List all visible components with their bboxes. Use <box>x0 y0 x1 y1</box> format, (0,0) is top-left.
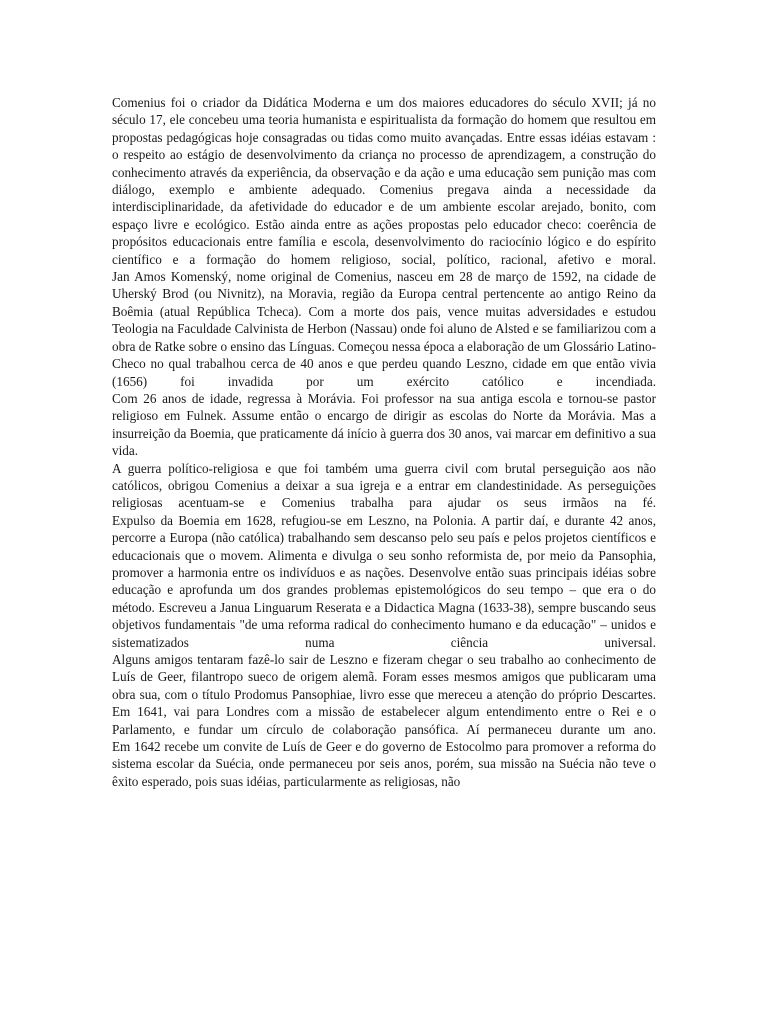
paragraph-exile-leszno: Expulso da Boemia em 1628, refugiou-se em Leszno, na Polonia. A partir daí, e durante 42 anos, percorre a Europa (não católica) trabalhando sem descanso pelo seu país e pelos projetos científicos e educacionais que o movem. Alimenta e divulga o seu sonho reformista de, por meio da Pansophia, promover a harmonia entre os indivíduos e as nações. Desenvolve então suas principais idéias sobre educação e aprofunda um dos grandes problemas epistemológicos do seu tempo – que era o do método. Escreveu a Janua Linguarum Reserata e a Didactica Magna (1633-38), sempre buscando seus objetivos fundamentais "de uma reforma radical do conhecimento humano e da educação" – unidos e sistematizados numa ciência universal. <box>112 512 656 650</box>
paragraph-return-moravia: Com 26 anos de idade, regressa à Morávia. Foi professor na sua antiga escola e tornou-se pastor religioso em Fulnek. Assume então o encargo de dirigir as escolas do Norte da Morávia. Mas a insurreição da Boemia, que praticamente dá início à guerra dos 30 anos, vai marcar em definitivo a sua vida. <box>112 390 656 459</box>
document-page <box>112 94 656 790</box>
paragraph-sweden: Em 1642 recebe um convite de Luís de Geer e do governo de Estocolmo para promover a reforma do sistema escolar da Suécia, onde permaneceu por seis anos, porém, sua missão na Suécia não teve o êxito esperado, pois suas idéias, particularmente as religiosas, não <box>112 739 656 789</box>
paragraph-comenius-intro: Comenius foi o criador da Didática Moderna e um dos maiores educadores do século XVII; já no século 17, ele concebeu uma teoria humanista e espiritualista da formação do homem que resultou em propostas pedagógicas hoje consagradas ou tidas como muito avançadas. Entre essas idéias estavam : o respeito ao estágio de desenvolvimento da criança no processo de aprendizagem, a construção do conhecimento através da experiência, da observação e da ação e uma educação sem punição mas com diálogo, exemplo e ambiente adequado. Comenius pregava ainda a necessidade da interdisciplinaridade, da afetividade do educador e de um ambiente escolar arejado, bonito, com espaço livre e ecológico. Estão ainda entre as ações propostas pelo educador checo: coerência de propósitos educacionais entre família e escola, desenvolvimento do raciocínio lógico e do espírito científico e a formação do homem religioso, social, político, racional, afetivo e moral. <box>112 95 656 267</box>
paragraph-biography-birth: Jan Amos Komenský, nome original de Comenius, nasceu em 28 de março de 1592, na cidade de Uherský Brod (ou Nivnitz), na Moravia, região da Europa central pertencente ao antigo Reino da Boêmia (atual República Tcheca). Com a morte dos pais, vence muitas adversidades e estudou Teologia na Faculdade Calvinista de Herbon (Nassau) onde foi aluno de Alsted e se familiarizou com a obra de Ratke sobre o ensino das Línguas. Começou nessa época a elaboração de um Glossário Latino-Checo no qual trabalhou cerca de 40 anos e que perdeu quando Leszno, cidade em que então vivia (1656) foi invadida por um exército católico e incendiada. <box>112 269 656 389</box>
paragraph-friends-london: Alguns amigos tentaram fazê-lo sair de Leszno e fizeram chegar o seu trabalho ao conhecimento de Luís de Geer, filantropo sueco de origem alemã. Foram esses mesmos amigos que publicaram uma obra sua, com o título Prodomus Pansophiae, livro esse que mereceu a atenção do próprio Descartes. Em 1641, vai para Londres com a missão de estabelecer algum entendimento entre o Rei e o Parlamento, e fundar um círculo de colaboração pansófica. Aí permaneceu durante um ano. <box>112 652 656 737</box>
paragraph-religious-war: A guerra político-religiosa e que foi também uma guerra civil com brutal perseguição aos não católicos, obrigou Comenius a deixar a sua igreja e a entrar em clandestinidade. As perseguições religiosas acentuam-se e Comenius trabalha para ajudar os seus irmãos na fé. <box>112 460 656 511</box>
